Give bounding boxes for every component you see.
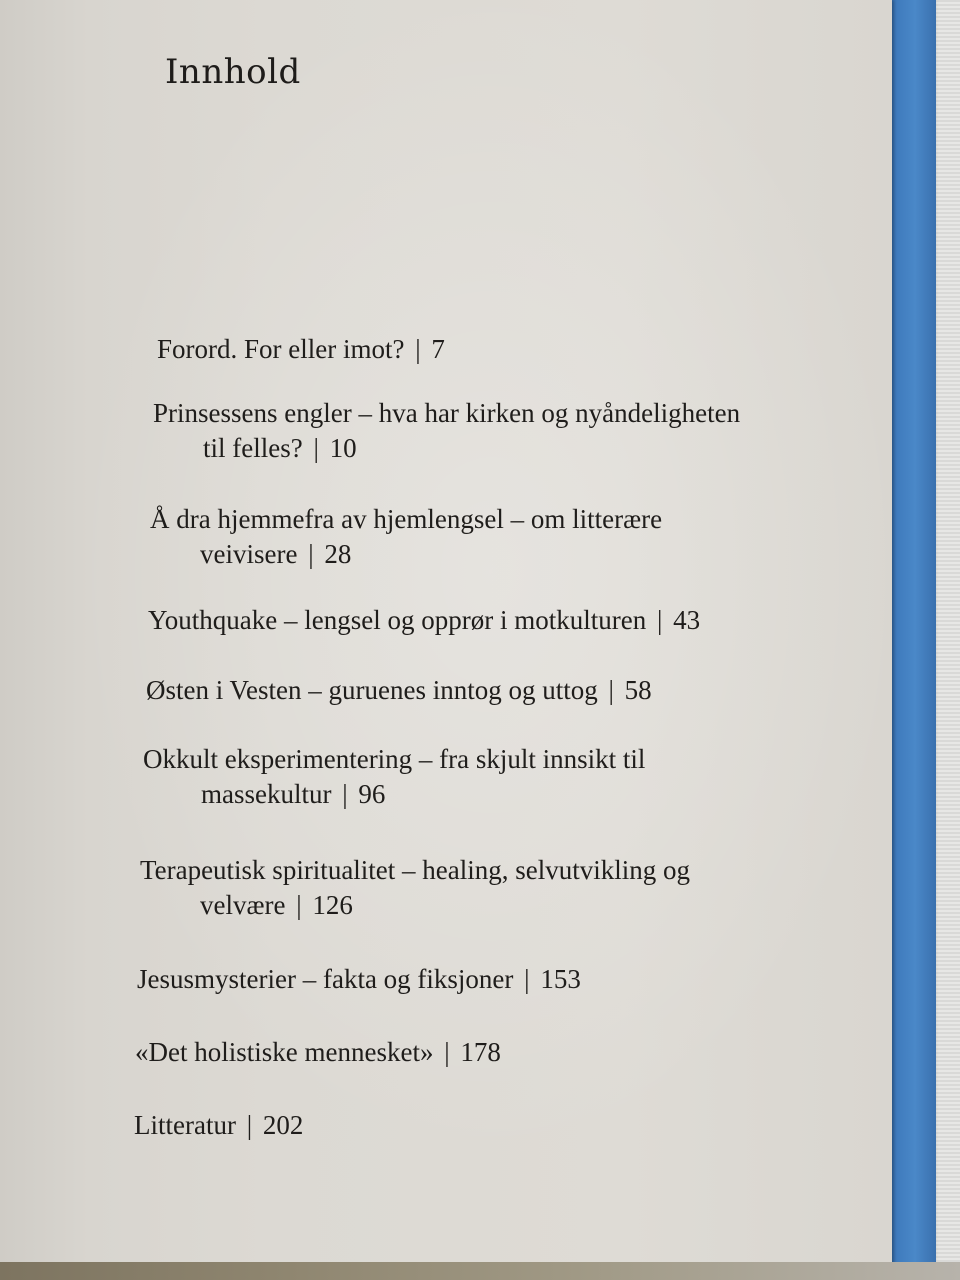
toc-entry-title: Terapeutisk spiritualitet – healing, selvutvikling og: [140, 855, 691, 885]
toc-entry-page: 43: [673, 605, 701, 635]
toc-entry: «Det holistiske mennesket» | 178: [135, 1037, 501, 1067]
toc-entry-page: 28: [324, 539, 352, 569]
page-title: Innhold: [165, 52, 301, 92]
toc-entry-title-cont: til felles?: [203, 433, 303, 463]
table-cloth: [936, 0, 960, 1280]
toc-entry-title: «Det holistiske mennesket»: [135, 1037, 434, 1067]
toc-entry-page: 178: [460, 1037, 501, 1067]
toc-entry: Jesusmysterier – fakta og fiksjoner | 153: [137, 964, 581, 994]
toc-entry-page: 202: [262, 1110, 304, 1140]
toc-entry: Okkult eksperimentering – fra skjult innsikt til massekultur | 96: [143, 744, 646, 809]
toc-entry: Østen i Vesten – guruenes inntog og uttog | 58: [146, 675, 652, 705]
toc-entry-title: Forord. For eller imot?: [157, 334, 405, 364]
toc-entry-title: Østen i Vesten – guruenes inntog og uttog: [146, 675, 598, 705]
toc-entry-title-cont: veivisere: [200, 539, 298, 569]
toc-entry-title: Jesusmysterier – fakta og fiksjoner: [137, 964, 514, 994]
toc-entry-page: 153: [540, 964, 581, 994]
toc-entry-title: Å dra hjemmefra av hjemlengsel – om litterære: [150, 504, 663, 534]
toc-entry-title: Litteratur: [134, 1110, 236, 1140]
toc-entry: Prinsessens engler – hva har kirken og nyåndeligheten til felles? | 10: [153, 398, 741, 463]
toc-entry-page: 96: [358, 779, 386, 809]
table-surface: [0, 1262, 960, 1280]
toc-entry-title: Okkult eksperimentering – fra skjult innsikt til: [143, 744, 646, 774]
toc-entry: Litteratur | 202: [134, 1110, 304, 1140]
toc-entry-title: Prinsessens engler – hva har kirken og nyåndeligheten: [153, 398, 741, 428]
toc-entry-page: 58: [624, 675, 652, 705]
toc-entry: Forord. For eller imot? | 7: [157, 334, 445, 364]
toc-entry: Youthquake – lengsel og opprør i motkulturen | 43: [148, 605, 701, 635]
toc-entry-page: 7: [431, 334, 445, 364]
toc-entry-title-cont: massekultur: [201, 779, 332, 809]
toc-entry: Terapeutisk spiritualitet – healing, selvutvikling og velvære | 126: [140, 855, 691, 920]
toc-entry-page: 126: [312, 890, 353, 920]
toc-entry-page: 10: [329, 433, 357, 463]
toc-entry-title: Youthquake – lengsel og opprør i motkulturen: [148, 605, 647, 635]
toc-entry-title-cont: velvære: [200, 890, 286, 920]
toc-entry: Å dra hjemmefra av hjemlengsel – om litterære veivisere | 28: [150, 504, 663, 569]
